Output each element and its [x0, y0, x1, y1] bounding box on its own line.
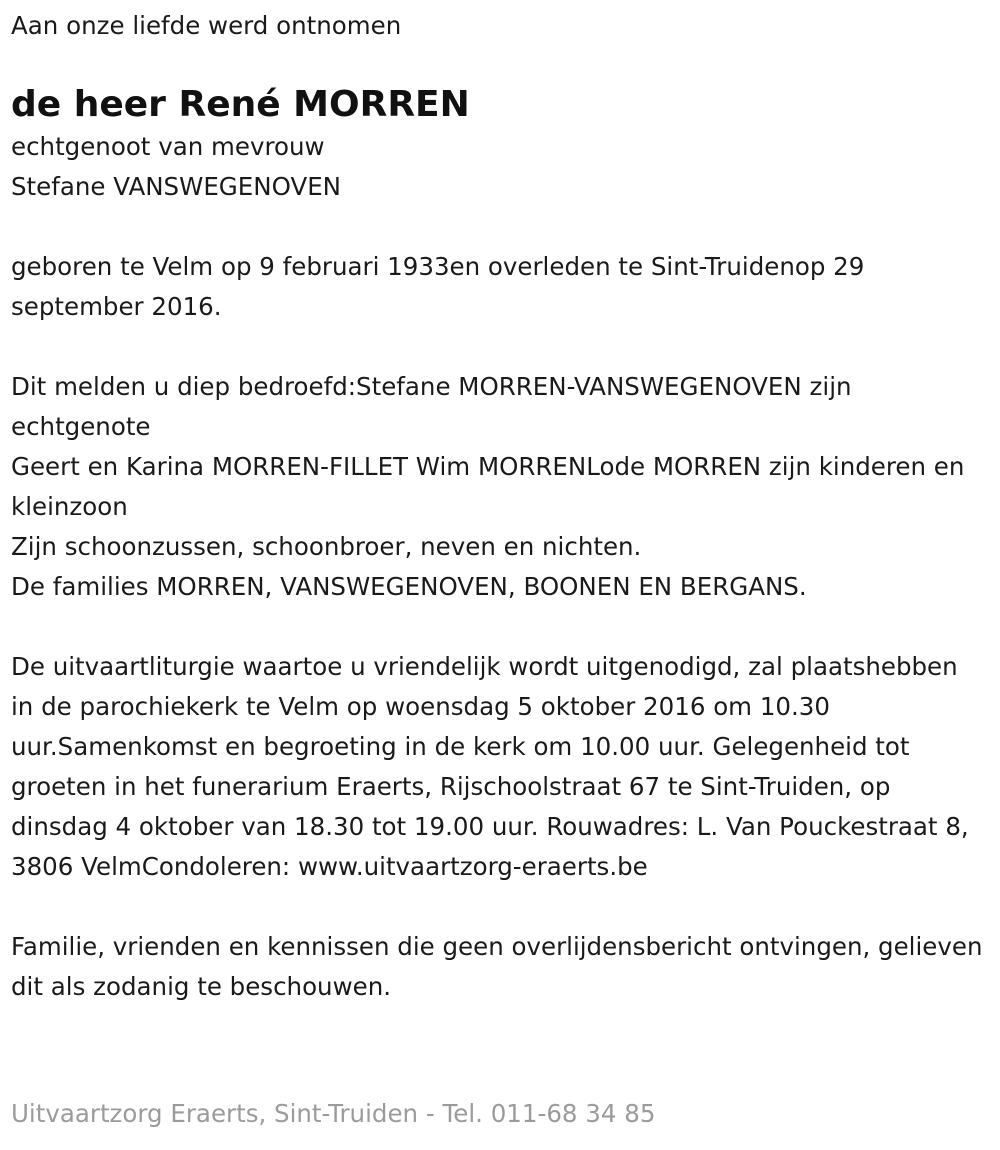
birth-death-block	[11, 247, 986, 327]
funeral-home-footer: Uitvaartzorg Eraerts, Sint-Truiden - Tel. 011-68 34 85	[11, 1099, 656, 1128]
birth-death-text: geboren te Velm op 9 februari 1933en overleden te Sint-Truidenop 29 september 2016.	[11, 252, 865, 321]
funeral-info-block	[11, 647, 986, 887]
mourners-inlaws: Zijn schoonzussen, schoonbroer, neven en nichten.	[11, 532, 642, 561]
funeral-info-text: De uitvaartliturgie waartoe u vriendelijk wordt uitgenodigd, zal plaatshebben in de parochiekerk te Velm op woensdag 5 oktober 2016 om 10.30 uur.Samenkomst en begroeting in de kerk om 10.00 uur. Gelegenheid tot groeten in het funerarium Eraerts, Rijschoolstraat 67 te Sint-Truiden, op dinsdag 4 oktober van 18.30 tot 19.00 uur. Rouwadres: L. Van Pouckestraat 8, 3806 VelmCondoleren: www.uitvaartzorg-eraerts.be	[11, 652, 969, 881]
obituary-notice	[11, 6, 986, 1007]
mourners-children: Geert en Karina MORREN-FILLET Wim MORRENLode MORREN zijn kinderen en kleinzoon	[11, 452, 965, 521]
closing-note-text: Familie, vrienden en kennissen die geen overlijdensbericht ontvingen, gelieven dit als zodanig te beschouwen.	[11, 932, 983, 1001]
closing-note-block	[11, 927, 986, 1007]
spouse-name: Stefane VANSWEGENOVEN	[11, 172, 342, 201]
spouse-relation: echtgenoot van mevrouw	[11, 132, 325, 161]
mourners-spouse: Dit melden u diep bedroefd:Stefane MORREN-VANSWEGENOVEN zijn echtgenote	[11, 372, 852, 441]
mourners-block	[11, 367, 986, 607]
mourners-families: De families MORREN, VANSWEGENOVEN, BOONEN EN BERGANS.	[11, 572, 807, 601]
deceased-name: de heer René MORREN	[11, 84, 470, 125]
intro-line: Aan onze liefde werd ontnomen	[11, 11, 402, 40]
